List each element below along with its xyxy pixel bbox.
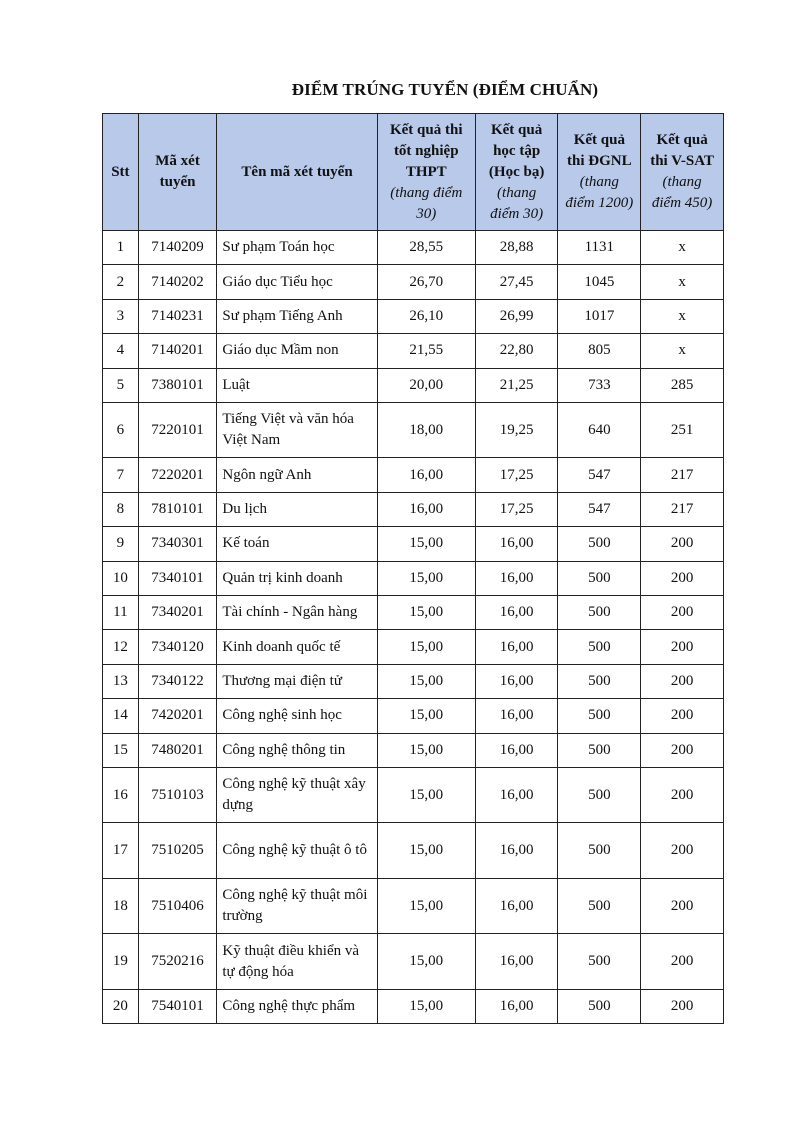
table-body bbox=[103, 231, 724, 1024]
header-dgnl bbox=[558, 114, 641, 231]
cell-name: Sư phạm Tiếng Anh bbox=[217, 299, 377, 333]
cell-vsat: x bbox=[641, 231, 724, 265]
cell-vsat: 251 bbox=[641, 402, 724, 458]
cell-stt: 19 bbox=[103, 934, 139, 990]
cell-hocba: 16,00 bbox=[475, 767, 558, 823]
table-row bbox=[103, 878, 724, 934]
cell-vsat: 200 bbox=[641, 664, 724, 698]
cell-stt: 3 bbox=[103, 299, 139, 333]
table-row bbox=[103, 989, 724, 1023]
cell-dgnl: 547 bbox=[558, 492, 641, 526]
cell-stt: 12 bbox=[103, 630, 139, 664]
table-row bbox=[103, 561, 724, 595]
cell-hocba: 26,99 bbox=[475, 299, 558, 333]
cell-thpt: 16,00 bbox=[377, 458, 475, 492]
cell-vsat: 217 bbox=[641, 492, 724, 526]
cell-code: 7540101 bbox=[138, 989, 217, 1023]
cell-code: 7520216 bbox=[138, 934, 217, 990]
header-thpt bbox=[377, 114, 475, 231]
cell-dgnl: 500 bbox=[558, 699, 641, 733]
table-row bbox=[103, 733, 724, 767]
cell-code: 7510103 bbox=[138, 767, 217, 823]
table-row bbox=[103, 402, 724, 458]
table-row bbox=[103, 699, 724, 733]
cell-code: 7480201 bbox=[138, 733, 217, 767]
header-stt: Stt bbox=[103, 114, 139, 231]
cell-thpt: 15,00 bbox=[377, 699, 475, 733]
cell-stt: 4 bbox=[103, 334, 139, 368]
cell-hocba: 17,25 bbox=[475, 492, 558, 526]
cell-vsat: x bbox=[641, 334, 724, 368]
cell-name: Công nghệ thông tin bbox=[217, 733, 377, 767]
cell-hocba: 28,88 bbox=[475, 231, 558, 265]
cell-thpt: 15,00 bbox=[377, 561, 475, 595]
cell-code: 7140202 bbox=[138, 265, 217, 299]
table-row bbox=[103, 334, 724, 368]
header-code: Mã xét tuyển bbox=[138, 114, 217, 231]
cell-hocba: 22,80 bbox=[475, 334, 558, 368]
cell-dgnl: 640 bbox=[558, 402, 641, 458]
header-vsat bbox=[641, 114, 724, 231]
cell-dgnl: 500 bbox=[558, 561, 641, 595]
table-row bbox=[103, 458, 724, 492]
cell-hocba: 16,00 bbox=[475, 733, 558, 767]
cell-hocba: 16,00 bbox=[475, 878, 558, 934]
cell-dgnl: 733 bbox=[558, 368, 641, 402]
cell-hocba: 16,00 bbox=[475, 630, 558, 664]
header-hocba bbox=[475, 114, 558, 231]
cell-hocba: 16,00 bbox=[475, 664, 558, 698]
cell-name: Luật bbox=[217, 368, 377, 402]
cell-dgnl: 1131 bbox=[558, 231, 641, 265]
cell-stt: 9 bbox=[103, 527, 139, 561]
header-row bbox=[103, 114, 724, 231]
cell-dgnl: 500 bbox=[558, 527, 641, 561]
cell-hocba: 16,00 bbox=[475, 527, 558, 561]
cell-code: 7380101 bbox=[138, 368, 217, 402]
header-hocba-sub: (thang điểm 30) bbox=[490, 184, 544, 222]
cell-hocba: 21,25 bbox=[475, 368, 558, 402]
cell-thpt: 15,00 bbox=[377, 767, 475, 823]
cell-stt: 17 bbox=[103, 823, 139, 879]
table-row bbox=[103, 630, 724, 664]
cell-dgnl: 500 bbox=[558, 596, 641, 630]
cell-dgnl: 500 bbox=[558, 989, 641, 1023]
cell-stt: 2 bbox=[103, 265, 139, 299]
cell-code: 7340101 bbox=[138, 561, 217, 595]
cell-thpt: 15,00 bbox=[377, 823, 475, 879]
cell-dgnl: 500 bbox=[558, 934, 641, 990]
cell-vsat: 200 bbox=[641, 596, 724, 630]
table-row bbox=[103, 823, 724, 879]
header-name: Tên mã xét tuyển bbox=[217, 114, 377, 231]
cell-vsat: x bbox=[641, 299, 724, 333]
table-row bbox=[103, 596, 724, 630]
cell-stt: 20 bbox=[103, 989, 139, 1023]
cell-vsat: 200 bbox=[641, 630, 724, 664]
cell-dgnl: 500 bbox=[558, 664, 641, 698]
cell-stt: 16 bbox=[103, 767, 139, 823]
cell-code: 7340201 bbox=[138, 596, 217, 630]
cell-name: Tài chính - Ngân hàng bbox=[217, 596, 377, 630]
cell-thpt: 26,10 bbox=[377, 299, 475, 333]
cell-name: Công nghệ kỹ thuật ô tô bbox=[217, 823, 377, 879]
cell-code: 7140209 bbox=[138, 231, 217, 265]
cell-hocba: 16,00 bbox=[475, 699, 558, 733]
cell-dgnl: 500 bbox=[558, 767, 641, 823]
cell-thpt: 15,00 bbox=[377, 878, 475, 934]
cell-dgnl: 500 bbox=[558, 878, 641, 934]
cell-thpt: 21,55 bbox=[377, 334, 475, 368]
cell-hocba: 16,00 bbox=[475, 596, 558, 630]
cell-hocba: 17,25 bbox=[475, 458, 558, 492]
cell-code: 7140201 bbox=[138, 334, 217, 368]
cell-name: Công nghệ kỹ thuật xây dựng bbox=[217, 767, 377, 823]
cell-name: Ngôn ngữ Anh bbox=[217, 458, 377, 492]
cell-hocba: 19,25 bbox=[475, 402, 558, 458]
cell-code: 7140231 bbox=[138, 299, 217, 333]
table-row bbox=[103, 767, 724, 823]
cell-thpt: 28,55 bbox=[377, 231, 475, 265]
cell-code: 7340301 bbox=[138, 527, 217, 561]
cell-vsat: 200 bbox=[641, 878, 724, 934]
table-row bbox=[103, 492, 724, 526]
table-row bbox=[103, 231, 724, 265]
cell-dgnl: 1017 bbox=[558, 299, 641, 333]
cell-code: 7420201 bbox=[138, 699, 217, 733]
header-vsat-sub: (thang điểm 450) bbox=[651, 174, 713, 211]
cell-name: Quản trị kinh doanh bbox=[217, 561, 377, 595]
table-row bbox=[103, 664, 724, 698]
cell-thpt: 15,00 bbox=[377, 630, 475, 664]
cell-dgnl: 500 bbox=[558, 823, 641, 879]
cell-name: Du lịch bbox=[217, 492, 377, 526]
cell-name: Giáo dục Tiểu học bbox=[217, 265, 377, 299]
admission-score-table bbox=[102, 113, 724, 1024]
cell-name: Công nghệ sinh học bbox=[217, 699, 377, 733]
cell-thpt: 15,00 bbox=[377, 989, 475, 1023]
cell-thpt: 15,00 bbox=[377, 934, 475, 990]
cell-name: Công nghệ thực phẩm bbox=[217, 989, 377, 1023]
cell-stt: 5 bbox=[103, 368, 139, 402]
cell-vsat: 200 bbox=[641, 527, 724, 561]
cell-dgnl: 547 bbox=[558, 458, 641, 492]
cell-dgnl: 805 bbox=[558, 334, 641, 368]
table-row bbox=[103, 527, 724, 561]
header-dgnl-main: Kết quả thi ĐGNL bbox=[567, 132, 632, 169]
cell-stt: 11 bbox=[103, 596, 139, 630]
cell-code: 7510406 bbox=[138, 878, 217, 934]
cell-vsat: 217 bbox=[641, 458, 724, 492]
cell-hocba: 27,45 bbox=[475, 265, 558, 299]
cell-vsat: x bbox=[641, 265, 724, 299]
cell-stt: 14 bbox=[103, 699, 139, 733]
header-hocba-main: Kết quả học tập (Học bạ) bbox=[488, 121, 545, 180]
cell-vsat: 200 bbox=[641, 934, 724, 990]
cell-code: 7340120 bbox=[138, 630, 217, 664]
cell-vsat: 285 bbox=[641, 368, 724, 402]
cell-thpt: 26,70 bbox=[377, 265, 475, 299]
cell-stt: 10 bbox=[103, 561, 139, 595]
cell-vsat: 200 bbox=[641, 733, 724, 767]
cell-name: Công nghệ kỹ thuật môi trường bbox=[217, 878, 377, 934]
cell-code: 7810101 bbox=[138, 492, 217, 526]
table-row bbox=[103, 368, 724, 402]
cell-thpt: 15,00 bbox=[377, 733, 475, 767]
cell-dgnl: 500 bbox=[558, 733, 641, 767]
table-row bbox=[103, 265, 724, 299]
cell-code: 7340122 bbox=[138, 664, 217, 698]
cell-name: Thương mại điện tử bbox=[217, 664, 377, 698]
cell-stt: 15 bbox=[103, 733, 139, 767]
cell-name: Tiếng Việt và văn hóa Việt Nam bbox=[217, 402, 377, 458]
header-thpt-sub: (thang điểm 30) bbox=[390, 184, 463, 222]
cell-vsat: 200 bbox=[641, 561, 724, 595]
cell-thpt: 16,00 bbox=[377, 492, 475, 526]
cell-thpt: 18,00 bbox=[377, 402, 475, 458]
cell-name: Giáo dục Mầm non bbox=[217, 334, 377, 368]
cell-vsat: 200 bbox=[641, 699, 724, 733]
cell-stt: 18 bbox=[103, 878, 139, 934]
cell-code: 7220101 bbox=[138, 402, 217, 458]
header-vsat-main: Kết quả thi V-SAT bbox=[650, 132, 714, 169]
cell-name: Kỹ thuật điều khiển và tự động hóa bbox=[217, 934, 377, 990]
cell-dgnl: 1045 bbox=[558, 265, 641, 299]
cell-vsat: 200 bbox=[641, 823, 724, 879]
table-header bbox=[103, 114, 724, 231]
cell-stt: 13 bbox=[103, 664, 139, 698]
cell-vsat: 200 bbox=[641, 989, 724, 1023]
cell-thpt: 20,00 bbox=[377, 368, 475, 402]
cell-dgnl: 500 bbox=[558, 630, 641, 664]
header-dgnl-sub: (thang điểm 1200) bbox=[565, 174, 634, 211]
cell-thpt: 15,00 bbox=[377, 596, 475, 630]
table-row bbox=[103, 934, 724, 990]
cell-code: 7220201 bbox=[138, 458, 217, 492]
cell-thpt: 15,00 bbox=[377, 527, 475, 561]
cell-code: 7510205 bbox=[138, 823, 217, 879]
cell-stt: 1 bbox=[103, 231, 139, 265]
cell-stt: 8 bbox=[103, 492, 139, 526]
cell-hocba: 16,00 bbox=[475, 823, 558, 879]
page-title: ĐIỂM TRÚNG TUYỂN (ĐIỂM CHUẨN) bbox=[291, 80, 599, 99]
cell-name: Sư phạm Toán học bbox=[217, 231, 377, 265]
cell-stt: 7 bbox=[103, 458, 139, 492]
cell-hocba: 16,00 bbox=[475, 934, 558, 990]
cell-stt: 6 bbox=[103, 402, 139, 458]
header-thpt-main: Kết quả thi tốt nghiệp THPT bbox=[389, 121, 463, 180]
cell-hocba: 16,00 bbox=[475, 989, 558, 1023]
cell-name: Kế toán bbox=[217, 527, 377, 561]
cell-hocba: 16,00 bbox=[475, 561, 558, 595]
cell-thpt: 15,00 bbox=[377, 664, 475, 698]
cell-vsat: 200 bbox=[641, 767, 724, 823]
table-row bbox=[103, 299, 724, 333]
cell-name: Kinh doanh quốc tế bbox=[217, 630, 377, 664]
